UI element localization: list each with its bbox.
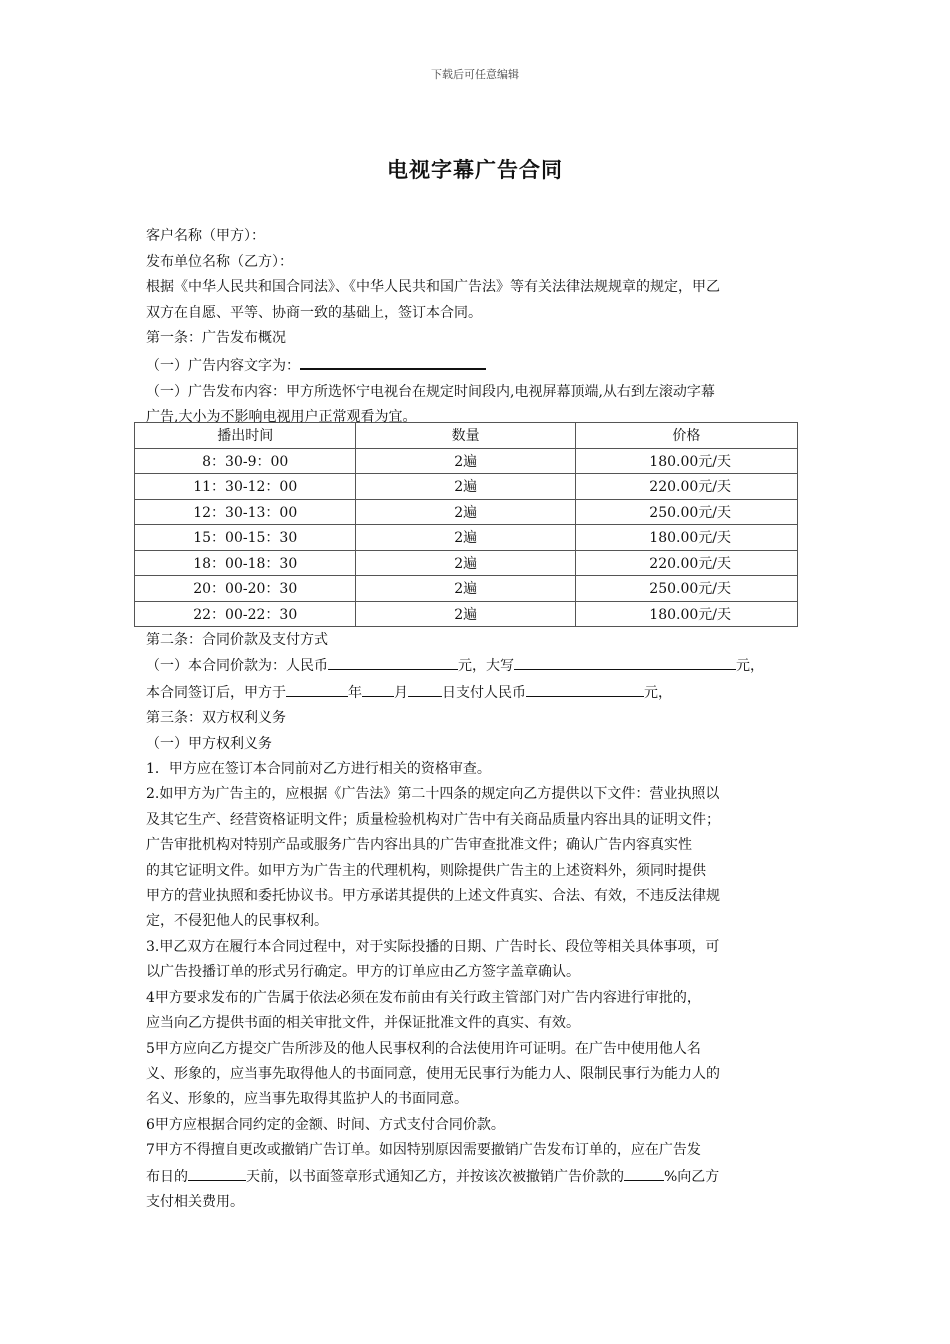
clause-2-line: 定，不侵犯他人的民事权利。 — [146, 913, 328, 930]
payment-month-blank — [362, 680, 394, 697]
legal-basis-line: 双方在自愿、平等、协商一致的基础上，签订本合同。 — [146, 304, 482, 321]
time-cell: 11：30-12：00 — [135, 474, 356, 500]
table-row — [135, 576, 798, 602]
price-rmb-blank — [328, 653, 458, 670]
clause-2-line: 的其它证明文件。如甲方为广告主的代理机构，则除提供广告主的上述资料外，须同时提供 — [146, 862, 706, 879]
article-3-heading: 第三条：双方权利义务 — [146, 710, 286, 727]
contract-price-label: （一）本合同价款为：人民币 — [146, 658, 328, 675]
time-cell: 8：30-9：00 — [135, 448, 356, 474]
clause-2-line: 2.如甲方为广告主的，应根据《广告法》第二十四条的规定向乙方提供以下文件：营业执照以 — [146, 786, 720, 803]
clause-7-text: 布日的 — [146, 1168, 188, 1185]
count-cell: 2遍 — [356, 576, 575, 602]
count-cell: 2遍 — [356, 499, 575, 525]
payment-amount-blank — [526, 680, 644, 697]
contract-price-unit: 元， — [736, 658, 764, 675]
contract-terms-section — [146, 628, 812, 1215]
count-cell: 2遍 — [356, 474, 575, 500]
price-cell: 180.00元/天 — [575, 448, 797, 474]
notice-days-blank — [188, 1164, 246, 1181]
legal-basis-line: 根据《中华人民共和国合同法》、《中华人民共和国广告法》等有关法律法规规章的规定，甲乙 — [146, 279, 720, 296]
price-cell: 220.00元/天 — [575, 550, 797, 576]
clause-7-text: 天前，以书面签章形式通知乙方，并按该次被撤销广告价款的 — [246, 1168, 624, 1185]
price-cell: 180.00元/天 — [575, 525, 797, 551]
article-2-heading: 第二条：合同价款及支付方式 — [146, 632, 328, 648]
ad-content-line: （一）广告发布内容：甲方所选怀宁电视台在规定时间段内,电视屏幕顶端,从右到左滚动字幕 — [146, 383, 715, 400]
price-uppercase-blank — [514, 653, 736, 670]
clause-4-line: 4甲方要求发布的广告属于依法必须在发布前由有关行政主管部门对广告内容进行审批的， — [146, 989, 701, 1006]
ad-text-line — [146, 352, 812, 380]
clause-2-line: 甲方的营业执照和委托协议书。甲方承诺其提供的上述文件真实、合法、有效，不违反法律规 — [146, 888, 720, 905]
ad-text-label: （一）广告内容文字为： — [146, 357, 300, 374]
table-row — [135, 499, 798, 525]
clause-7-line — [146, 1164, 812, 1190]
payment-amount-unit: 元， — [644, 684, 672, 701]
header-cell-price: 价格 — [575, 423, 797, 449]
price-cell: 250.00元/天 — [575, 499, 797, 525]
clause-2-line: 及其它生产、经营资格证明文件；质量检验机构对广告中有关商品质量内容出具的证明文件； — [146, 811, 720, 828]
header-note: 下载后可任意编辑 — [431, 68, 519, 81]
time-cell: 15：00-15：30 — [135, 525, 356, 551]
clause-5-line: 名义、形象的，应当事先取得其监护人的书面同意。 — [146, 1091, 468, 1108]
ad-content-line: 广告,大小为不影响电视用户正常观看为宜。 — [146, 409, 417, 426]
table-row — [135, 448, 798, 474]
clause-6: 6甲方应根据合同约定的金额、时间、方式支付合同价款。 — [146, 1116, 505, 1133]
payment-month-label: 月 — [394, 684, 408, 701]
price-cell: 220.00元/天 — [575, 474, 797, 500]
contract-price-uppercase-label: 元，大写 — [458, 658, 514, 675]
time-cell: 20：00-20：30 — [135, 576, 356, 602]
header-cell-count: 数量 — [356, 423, 575, 449]
count-cell: 2遍 — [356, 550, 575, 576]
article-1-heading: 第一条：广告发布概况 — [146, 330, 286, 347]
payment-year-blank — [286, 680, 348, 697]
time-cell: 18：00-18：30 — [135, 550, 356, 576]
payment-year-label: 年 — [348, 684, 362, 701]
clause-3-line: 3.甲乙双方在履行本合同过程中，对于实际投播的日期、广告时长、段位等相关具体事项，可 — [146, 938, 720, 955]
count-cell: 2遍 — [356, 448, 575, 474]
count-cell: 2遍 — [356, 525, 575, 551]
price-cell: 180.00元/天 — [575, 601, 797, 627]
count-cell: 2遍 — [356, 601, 575, 627]
payment-line — [146, 680, 812, 706]
table-row — [135, 474, 798, 500]
header-cell-time: 播出时间 — [135, 423, 356, 449]
document-title: 电视字幕广告合同 — [387, 157, 563, 182]
publisher-name-line: 发布单位名称（乙方）： — [146, 253, 293, 270]
price-cell: 250.00元/天 — [575, 576, 797, 602]
payment-day-label: 日支付人民币 — [442, 684, 526, 701]
table-header-row — [135, 423, 798, 449]
clause-7-text: %向乙方 — [664, 1168, 720, 1185]
broadcast-schedule-table — [134, 422, 798, 627]
clause-3-line: 以广告投播订单的形式另行确定。甲方的订单应由乙方签字盖章确认。 — [146, 964, 580, 981]
fee-percent-blank — [624, 1164, 664, 1181]
clause-7-line: 7甲方不得擅自更改或撤销广告订单。如因特别原因需要撤销广告发布订单的，应在广告发 — [146, 1142, 701, 1159]
clause-1: 1．甲方应在签订本合同前对乙方进行相关的资格审查。 — [146, 761, 491, 778]
table-row — [135, 601, 798, 627]
time-cell: 22：00-22：30 — [135, 601, 356, 627]
clause-7-line: 支付相关费用。 — [146, 1193, 244, 1210]
clause-2-line: 广告审批机构对特别产品或服务广告内容出具的广告审查批准文件；确认广告内容真实性 — [146, 837, 692, 854]
table-row — [135, 525, 798, 551]
ad-text-blank — [300, 352, 486, 370]
party-a-rights-heading: （一）甲方权利义务 — [146, 735, 272, 752]
intro-section — [146, 224, 812, 431]
payment-label: 本合同签订后，甲方于 — [146, 684, 286, 701]
client-name-line: 客户名称（甲方）： — [146, 228, 265, 244]
time-cell: 12：30-13：00 — [135, 499, 356, 525]
payment-day-blank — [408, 680, 442, 697]
clause-5-line: 5甲方应向乙方提交广告所涉及的他人民事权利的合法使用许可证明。在广告中使用他人名 — [146, 1040, 701, 1057]
contract-price-line — [146, 653, 812, 679]
table-row — [135, 550, 798, 576]
clause-4-line: 应当向乙方提供书面的相关审批文件，并保证批准文件的真实、有效。 — [146, 1015, 580, 1032]
clause-5-line: 义、形象的，应当事先取得他人的书面同意，使用无民事行为能力人、限制民事行为能力人的 — [146, 1065, 720, 1082]
